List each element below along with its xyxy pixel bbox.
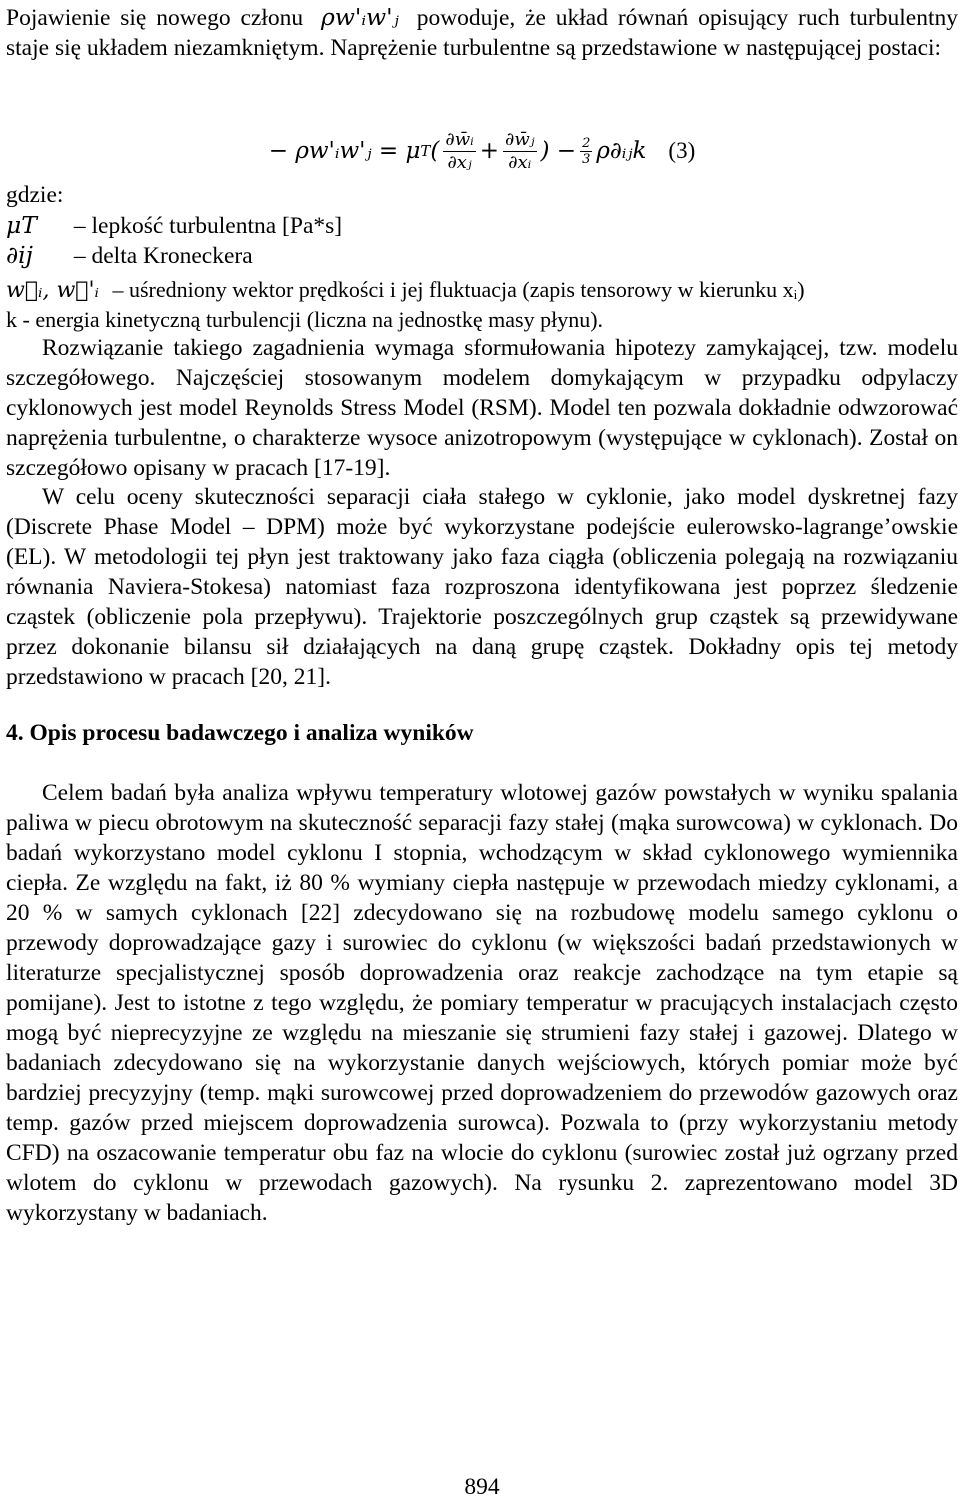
fraction-3-den: 3 <box>582 151 591 167</box>
fraction-2-den: ∂xᵢ <box>508 151 532 173</box>
legend-gdzie: gdzie: <box>6 182 64 208</box>
legend-text-velocity: – uśredniony wektor prędkości i jej fluktuacja (zapis tensorowy w kierunku xᵢ) <box>112 277 805 302</box>
equation-lhs: − ρw'ᵢw'ⱼ = μ <box>268 138 421 164</box>
mu-subscript: T <box>420 142 431 160</box>
fraction-1 <box>443 129 475 174</box>
section-heading: 4. Opis procesu badawczego i analiza wyników <box>6 720 474 746</box>
legend-symbol-delta: ∂ij <box>6 241 33 269</box>
legend-k-line: k - energia kinetyczną turbulencji (liczna na jednostkę masy płynu). <box>6 307 604 332</box>
legend-text-delta: – delta Kroneckera <box>73 243 253 269</box>
equation-3: − ρw'ᵢw'ⱼ = μ T ( $\frac{\text{∂w̄ᵢ}}{\text{∂xⱼ}}$ + $\frac{\text{∂w̄ⱼ}}{\text{∂xᵢ}}$ ) − $\frac{2}{3}$ ρ∂ᵢⱼk (3) <box>268 128 696 173</box>
intro-paragraph <box>6 2 958 63</box>
fraction-2 <box>503 129 536 174</box>
fraction-1-den: ∂xⱼ <box>447 151 472 173</box>
equation-number: (3) <box>668 138 696 163</box>
fraction-1-num: ∂w̄ᵢ <box>445 128 474 150</box>
intro-text-b: powoduje, że układ równań opisujący ruch turbulentny staje się układem niezamkniętym. Naprężenie turbulentne są przedstawione w następującej postaci: <box>6 5 958 61</box>
intro-text-a: Pojawienie się nowego członu <box>6 5 304 31</box>
page-number: 894 <box>464 1474 500 1500</box>
legend-item-mu <box>6 210 342 241</box>
legend-text-mu: – lepkość turbulentna [Pa*s] <box>73 213 343 239</box>
legend-symbol-mu: μT <box>6 211 37 239</box>
paragraph-dpm: W celu oceny skuteczności separacji ciała stałego w cyklonie, jako model dyskretnej fazy (Discrete Phase Model – DPM) może być wykorzystane podejście eulerowsko-lagrange’owskie (EL). W metodologii tej płyn jest traktowany jako faza ciągła (obliczenia polegają na rozwiązaniu równania Naviera-Stokesa) natomiast faza rozproszona identyfikowana jest poprzez śledzenie cząstek (obliczenie pola przepływu). Trajektorie poszczególnych grup cząstek są przewidywane przez dokonanie bilansu sił działających na daną grupę cząstek. Dokładny opis tej metody przedstawiono w pracach [20, 21]. <box>6 484 958 690</box>
reynolds-stress-term: ρw'ᵢw'ⱼ <box>320 3 399 31</box>
paragraph-rsm: Rozwiązanie takiego zagadnienia wymaga sformułowania hipotezy zamykającej, tzw. modelu szczegółowego. Najczęściej stosowanym modelem domykającym w przypadku odpylaczy cyklonowych jest model Reynolds Stress Model (RSM). Model ten pozwala dokładnie odwzorować naprężenia turbulentne, o charakterze wysoce anizotropowym (występujące w cyklonach). Został on szczegółowo opisany w pracach [17-19]. <box>6 335 958 481</box>
fraction-2-num: ∂w̄ⱼ <box>505 128 535 150</box>
fraction-3-num: 2 <box>582 135 591 151</box>
legend-symbol-velocity: w⃗ᵢ, w⃗'ᵢ <box>6 278 99 303</box>
fraction-3 <box>580 136 592 167</box>
legend-item-delta <box>6 240 253 271</box>
legend-item-velocity <box>6 275 805 306</box>
paragraph-research: Celem badań była analiza wpływu temperatury wlotowej gazów powstałych w wyniku spalania paliwa w piecu obrotowym na skuteczność separacji fazy stałej (mąka surowcowa) w cyklonach. Do badań wykorzystano model cyklonu I stopnia, wchodzącym w skład cyklonowego wymiennika ciepła. Ze względu na fakt, iż 80 % wymiany ciepła następuje w przewodach miedzy cyklonami, a 20 % w samych cyklonach [22] zdecydowano się na rozbudowę modelu samego cyklonu o przewody doprowadzające gazy i surowiec do cyklonu (w większości badań przedstawionych w literaturze specjalistycznej sposób doprowadzenia oraz reakcje zachodzące na tym etapie są pomijane). Jest to istotne z tego względu, że pomiary temperatur w pracujących instalacjach często mogą być nieprecyzyjne ze względu na mieszanie się strumieni fazy stałej i gazowej. Dlatego w badaniach zdecydowano się na wykorzystanie danych wejściowych, których pomiar może być bardziej precyzyjny (temp. mąki surowcowej przed doprowadzeniem do przewodów gazowych oraz temp. gazów przed miejscem doprowadzenia surowca). Pozwala to (przy wykorzystaniu metody CFD) na oszacowanie temperatur obu faz na wlocie do cyklonu (surowiec został już ogrzany przed wlotem do cyklonu w przewodach gazowych). Na rysunku 2. zaprezentowano model 3D wykorzystany w badaniach. <box>6 780 958 1226</box>
equation-tail: ρ∂ᵢⱼk <box>596 138 647 164</box>
